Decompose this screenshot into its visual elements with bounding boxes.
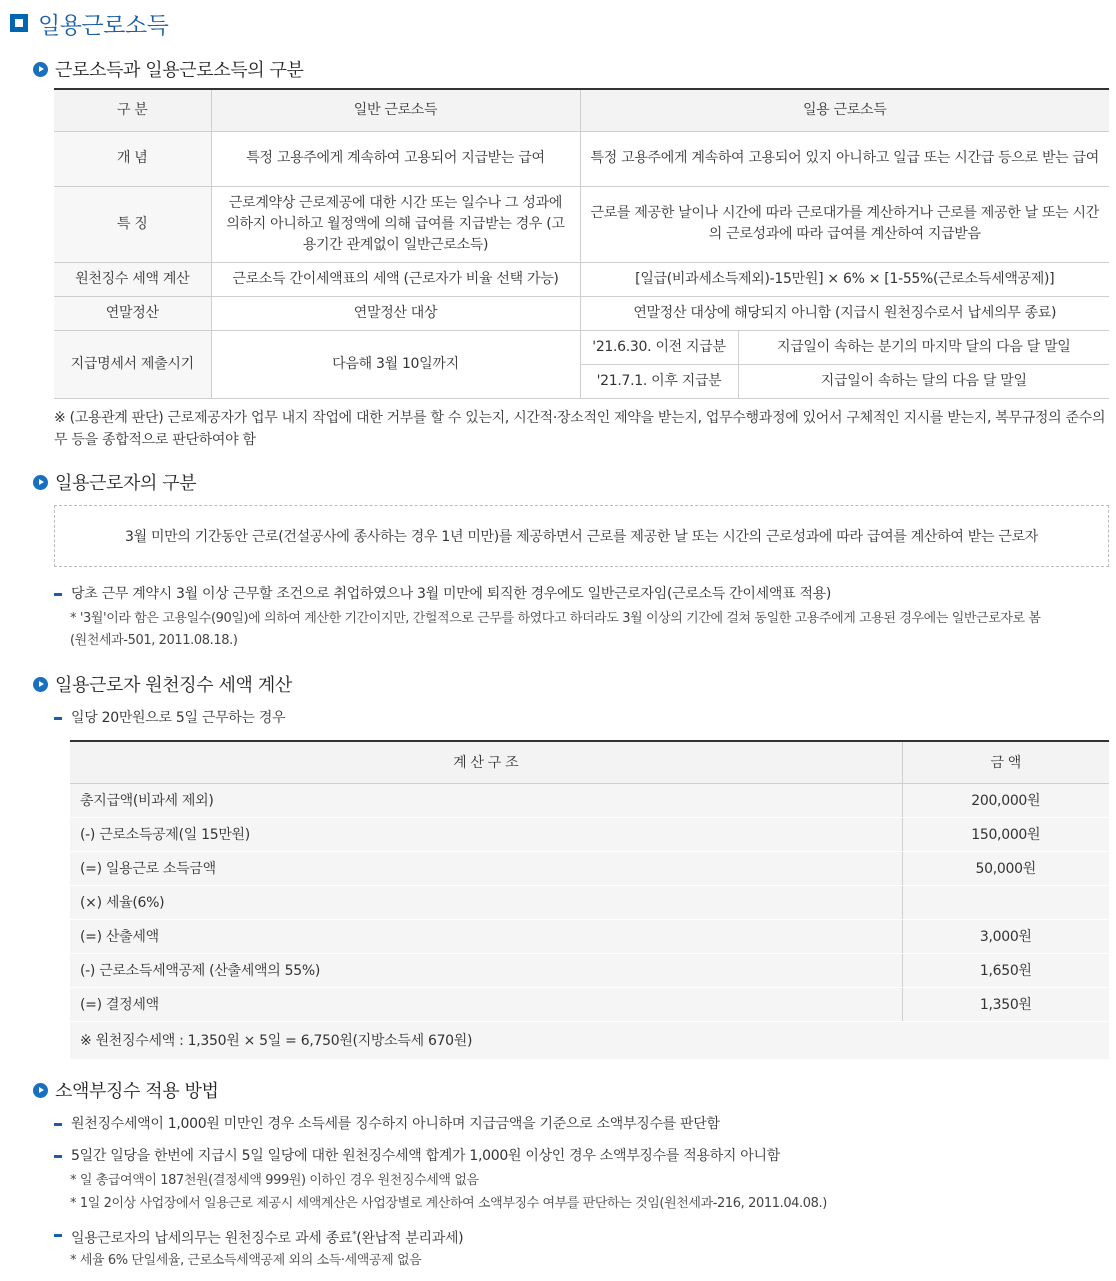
sub-note: * 1일 2이상 사업장에서 일용근로 제공시 세액계산은 사업장별로 계산하여 소액부징수 여부를 판단하는 것임(원천세과-216, 2011.04.08.) <box>70 1196 827 1211</box>
employment-judgment-note: ※ (고용관계 판단) 근로제공자가 업무 내지 작업에 대한 거부를 할 수 있는지, 시간적·장소적인 제약을 받는지, 업무수행과정에 있어서 구체적인 지시를 받는지, 복무규정의 준수의무 등을 종합적으로 판단하여야 함 <box>54 410 1106 448</box>
table-row <box>70 987 1109 1021</box>
bullet-item: 5일간 일당을 한번에 지급시 5일 일당에 대한 원천징수세액 합계가 1,000원 이상인 경우 소액부징수를 적용하지 아니함 <box>54 1145 780 1167</box>
circle-arrow-icon <box>33 62 48 77</box>
deadline-cell: 지급일이 속하는 달의 다음 달 말일 <box>738 364 1109 398</box>
table-row <box>70 953 1109 987</box>
daily-cell: 근로를 제공한 날이나 시간에 따라 근로대가를 계산하거나 근로를 제공한 날 또는 시간의 근로성과에 따라 급여를 계산하여 지급받음 <box>580 186 1109 262</box>
header-category: 구 분 <box>54 89 211 131</box>
amount-cell: 150,000원 <box>902 817 1109 851</box>
section-heading-daily-worker: 일용근로자의 구분 <box>33 469 196 495</box>
amount-cell: 3,000원 <box>902 919 1109 953</box>
bullet-item: 당초 근무 계약시 3월 이상 근무할 조건으로 취업하였으나 3월 미만에 퇴직한 경우에도 일반근로자임(근로소득 간이세액표 적용) <box>54 583 831 605</box>
dash-bullet-icon <box>54 1155 62 1158</box>
row-label: 지급명세서 제출시기 <box>54 330 211 398</box>
table-row <box>54 330 1109 364</box>
item-cell: (-) 근로소득공제(일 15만원) <box>70 817 902 851</box>
item-cell: (=) 일용근로 소득금액 <box>70 851 902 885</box>
table-row <box>70 817 1109 851</box>
row-label: 원천징수 세액 계산 <box>54 262 211 296</box>
amount-cell <box>902 885 1109 919</box>
deadline-cell: 지급일이 속하는 분기의 마지막 달의 다음 달 말일 <box>738 330 1109 364</box>
circle-arrow-icon <box>33 677 48 692</box>
circle-arrow-icon <box>33 475 48 490</box>
amount-cell: 1,650원 <box>902 953 1109 987</box>
item-cell: 총지급액(비과세 제외) <box>70 783 902 817</box>
daily-cell: 연말정산 대상에 해당되지 아니함 (지급시 원천징수로서 납세의무 종료) <box>580 296 1109 330</box>
amount-cell: 1,350원 <box>902 987 1109 1021</box>
dash-bullet-icon <box>54 717 62 720</box>
general-cell: 근로계약상 근로제공에 대한 시간 또는 일수나 그 성과에 의하지 아니하고 월정액에 의해 급여를 지급받는 경우 (고용기간 관계없이 일반근로소득) <box>211 186 580 262</box>
table-row <box>70 851 1109 885</box>
section-heading-small-amount: 소액부징수 적용 방법 <box>33 1077 219 1103</box>
row-label: 개 념 <box>54 131 211 186</box>
item-cell: (-) 근로소득세액공제 (산출세액의 55%) <box>70 953 902 987</box>
table-row <box>54 296 1109 330</box>
period-cell: '21.7.1. 이후 지급분 <box>580 364 738 398</box>
general-cell: 연말정산 대상 <box>211 296 580 330</box>
amount-cell: 200,000원 <box>902 783 1109 817</box>
table-row <box>70 783 1109 817</box>
item-cell: (=) 산출세액 <box>70 919 902 953</box>
definition-text: 3월 미만의 기간동안 근로(건설공사에 종사하는 경우 1년 미만)를 제공하면서 근로를 제공한 날 또는 시간의 근로성과에 따라 급여를 계산하여 받는 근로자 <box>124 529 1039 545</box>
table-row <box>54 262 1109 296</box>
bullet-item: 일당 20만원으로 5일 근무하는 경우 <box>54 707 285 729</box>
tax-calculation-table <box>70 740 1109 1060</box>
sub-note: * 세율 6% 단일세율, 근로소득세액공제 외의 소득·세액공제 없음 <box>70 1253 422 1268</box>
sub-note: * '3월'이라 함은 고용일수(90일)에 의하여 계산한 기간이지만, 간헐적으로 근무를 하였다고 하더라도 3월 이상의 기간에 걸쳐 동일한 고용주에게 고용된 경우에는 일반근로자로 봄 <box>70 611 1041 626</box>
page-title <box>10 6 168 40</box>
row-label: 특 징 <box>54 186 211 262</box>
table-row <box>70 885 1109 919</box>
table-row <box>54 186 1109 262</box>
row-label: 연말정산 <box>54 296 211 330</box>
table-footnote-row <box>70 1021 1109 1059</box>
dash-bullet-icon <box>54 1234 62 1237</box>
header-structure: 계 산 구 조 <box>70 741 902 783</box>
withholding-footnote: ※ 원천징수세액 : 1,350원 × 5일 = 6,750원(지방소득세 670원) <box>70 1021 1109 1059</box>
dash-bullet-icon <box>54 593 62 596</box>
page-title-text: 일용근로소득 <box>38 12 169 39</box>
amount-cell: 50,000원 <box>902 851 1109 885</box>
item-cell: (×) 세율(6%) <box>70 885 902 919</box>
header-amount: 금 액 <box>902 741 1109 783</box>
daily-worker-definition-box <box>54 505 1109 567</box>
section-heading-tax-calculation: 일용근로자 원천징수 세액 계산 <box>33 671 292 697</box>
daily-cell: [일급(비과세소득제외)-15만원] × 6% × [1-55%(근로소득세액공제)] <box>580 262 1109 296</box>
bullet-item: 원천징수세액이 1,000원 미만인 경우 소득세를 징수하지 아니하며 지급금액을 기준으로 소액부징수를 판단함 <box>54 1113 720 1135</box>
dash-bullet-icon <box>54 1123 62 1126</box>
square-bullet-icon <box>10 14 28 32</box>
sub-note: * 일 총급여액이 187천원(결정세액 999원) 이하인 경우 원천징수세액 없음 <box>70 1173 479 1188</box>
sub-note: (원천세과-501, 2011.08.18.) <box>70 633 238 648</box>
period-cell: '21.6.30. 이전 지급분 <box>580 330 738 364</box>
bullet-item: 일용근로자의 납세의무는 원천징수로 과세 종료*(완납적 분리과세) <box>54 1224 463 1250</box>
table-row <box>70 919 1109 953</box>
income-comparison-table <box>54 88 1109 399</box>
general-cell: 특정 고용주에게 계속하여 고용되어 지급받는 급여 <box>211 131 580 186</box>
item-cell: (=) 결정세액 <box>70 987 902 1021</box>
header-daily-income: 일용 근로소득 <box>580 89 1109 131</box>
circle-arrow-icon <box>33 1083 48 1098</box>
header-general-income: 일반 근로소득 <box>211 89 580 131</box>
daily-cell: 특정 고용주에게 계속하여 고용되어 있지 아니하고 일급 또는 시간급 등으로 받는 급여 <box>580 131 1109 186</box>
general-cell: 다음해 3월 10일까지 <box>211 330 580 398</box>
general-cell: 근로소득 간이세액표의 세액 (근로자가 비율 선택 가능) <box>211 262 580 296</box>
table-row <box>54 131 1109 186</box>
section-heading-income-distinction: 근로소득과 일용근로소득의 구분 <box>33 56 303 82</box>
